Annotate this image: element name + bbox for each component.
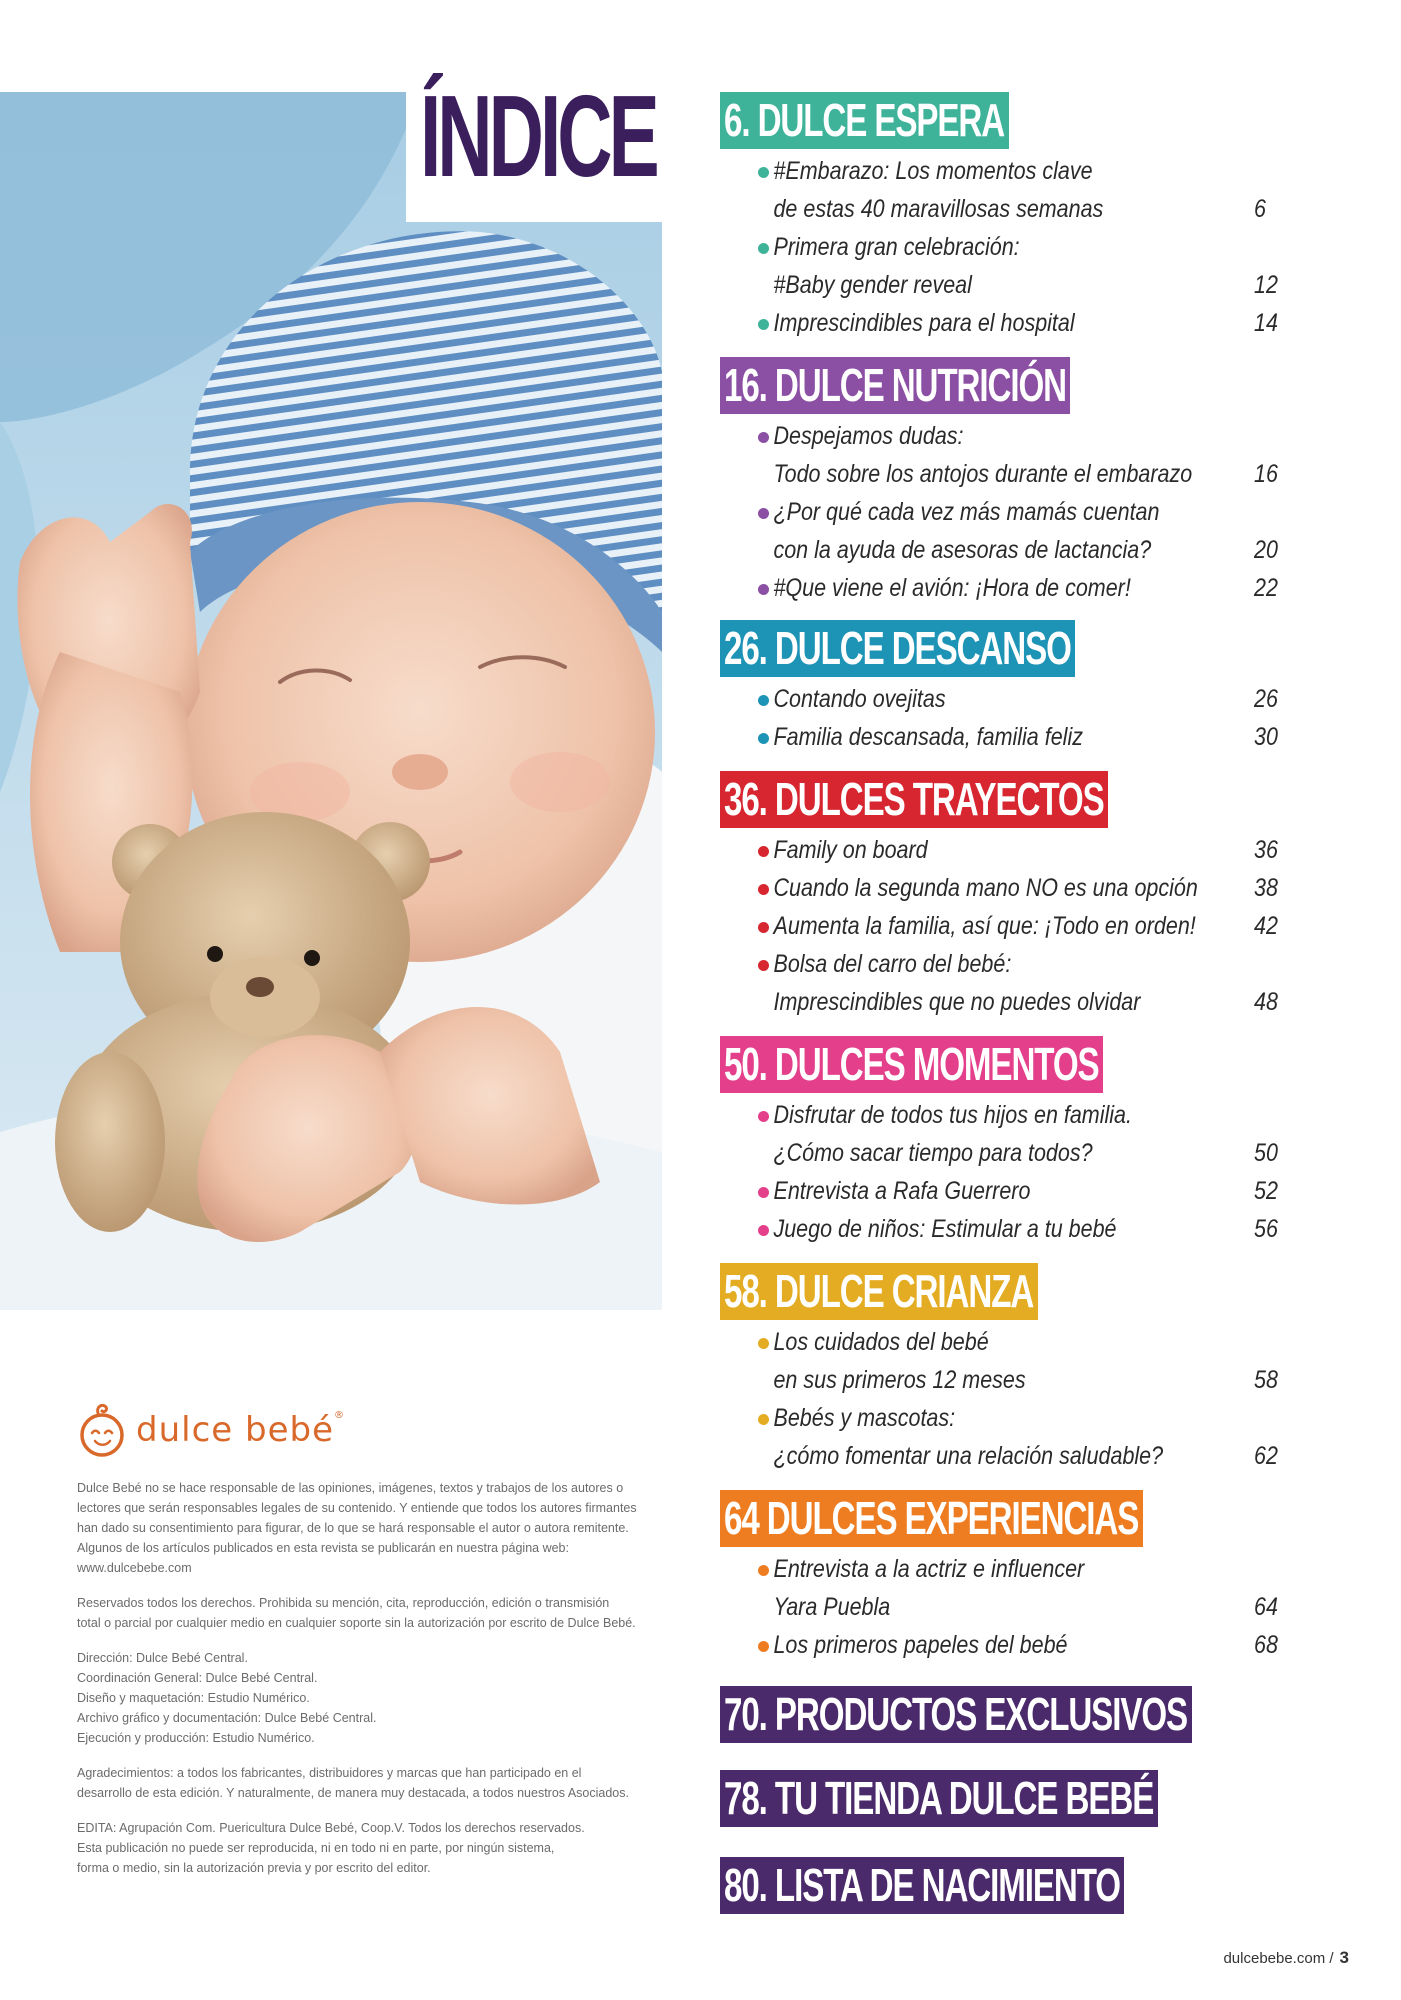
toc-entry[interactable]	[758, 493, 1278, 569]
legal-line: EDITA: Agrupación Com. Puericultura Dulce Bebé, Coop.V. Todos los derechos reservados.	[77, 1821, 585, 1835]
legal-line: desarrollo de esta edición. Y naturalmente, de manera muy destacada, a todos nuestros Asociados.	[77, 1786, 629, 1800]
toc-page-number: 38	[1254, 874, 1278, 902]
legal-line: Reservados todos los derechos. Prohibida su mención, cita, reproducción, edición o transmisión	[77, 1596, 610, 1610]
toc-entry[interactable]	[758, 945, 1278, 1021]
toc-entry-line: ¿Por qué cada vez más mamás cuentan	[773, 498, 1160, 526]
brand-name: dulce bebé®	[136, 1410, 345, 1450]
section-header-dulce-descanso[interactable]	[720, 620, 1075, 677]
section-header-tu-tienda[interactable]	[720, 1770, 1158, 1827]
toc-entry-line: Family on board	[773, 836, 928, 864]
toc-entry[interactable]	[758, 304, 1278, 342]
section-title: 6. DULCE ESPERA	[724, 94, 1005, 146]
toc-entry-line: Contando ovejitas	[773, 685, 946, 713]
toc-page-number: 48	[1254, 988, 1278, 1016]
toc-page-number: 36	[1254, 836, 1278, 864]
page-footer	[1223, 1948, 1349, 1968]
legal-line: Dirección: Dulce Bebé Central.	[77, 1651, 248, 1665]
toc-page-number: 64	[1254, 1593, 1278, 1621]
legal-line: Diseño y maquetación: Estudio Numérico.	[77, 1691, 310, 1705]
legal-line: Algunos de los artículos publicados en esta revista se publicarán en nuestra página web:	[77, 1541, 569, 1555]
section-title: 16. DULCE NUTRICIÓN	[724, 359, 1066, 411]
legal-paragraph	[77, 1818, 637, 1878]
toc-entry-line: #Baby gender reveal	[773, 271, 972, 299]
brand-logo	[76, 1398, 345, 1462]
toc-entry[interactable]	[758, 1399, 1278, 1475]
baby-face-icon	[76, 1401, 130, 1459]
toc-entry-line: en sus primeros 12 meses	[773, 1366, 1026, 1394]
toc-entry-line: Disfrutar de todos tus hijos en familia.	[773, 1101, 1132, 1129]
toc-page-number: 6	[1254, 195, 1266, 223]
section-title: 26. DULCE DESCANSO	[724, 622, 1071, 674]
page-number: 3	[1339, 1948, 1349, 1967]
toc-entry-line: Bolsa del carro del bebé:	[773, 950, 1012, 978]
toc-entry[interactable]	[758, 152, 1278, 228]
legal-paragraph	[77, 1648, 637, 1748]
legal-paragraph	[77, 1763, 637, 1803]
section-header-productos-exclusivos[interactable]	[720, 1686, 1192, 1743]
toc-entry-line: Imprescindibles que no puedes olvidar	[773, 988, 1141, 1016]
toc-page-number: 20	[1254, 536, 1278, 564]
legal-line: lectores que serán responsables legales de su contenido. Y entiende que todos los autores firmantes	[77, 1501, 637, 1515]
toc-entry-line: #Embarazo: Los momentos clave	[773, 157, 1093, 185]
toc-page-number: 26	[1254, 685, 1278, 713]
toc-entry-line: Juego de niños: Estimular a tu bebé	[773, 1215, 1117, 1243]
toc-entry[interactable]	[758, 569, 1278, 607]
toc-page-number: 16	[1254, 460, 1278, 488]
toc-entry[interactable]	[758, 1172, 1278, 1210]
toc-entry-line: Aumenta la familia, así que: ¡Todo en orden!	[773, 912, 1196, 940]
toc-entry[interactable]	[758, 718, 1278, 756]
toc-page-number: 56	[1254, 1215, 1278, 1243]
sleeping-baby-illustration	[0, 92, 662, 1310]
toc-entry-line: Imprescindibles para el hospital	[773, 309, 1075, 337]
section-title: 50. DULCES MOMENTOS	[724, 1038, 1099, 1090]
toc-entry-line: Entrevista a la actriz e influencer	[773, 1555, 1085, 1583]
section-title: 78. TU TIENDA DULCE BEBÉ	[724, 1772, 1154, 1824]
legal-line: han dado su consentimiento para figurar, de lo que se hará responsable el autor o autora remitente.	[77, 1521, 629, 1535]
section-header-dulces-experiencias[interactable]	[720, 1490, 1143, 1547]
toc-entry[interactable]	[758, 1550, 1278, 1626]
legal-line: Ejecución y producción: Estudio Numérico.	[77, 1731, 315, 1745]
toc-entry[interactable]	[758, 228, 1278, 304]
section-title: 36. DULCES TRAYECTOS	[724, 773, 1104, 825]
toc-entry[interactable]	[758, 907, 1278, 945]
toc-page-number: 52	[1254, 1177, 1278, 1205]
legal-paragraph	[77, 1593, 637, 1633]
toc-entry[interactable]	[758, 1096, 1278, 1172]
section-header-dulce-espera[interactable]	[720, 92, 1009, 149]
toc-entry[interactable]	[758, 680, 1278, 718]
toc-entry-line: Familia descansada, familia feliz	[773, 723, 1083, 751]
footer-site: dulcebebe.com /	[1223, 1950, 1334, 1967]
section-header-dulce-crianza[interactable]	[720, 1263, 1038, 1320]
legal-line: Agradecimientos: a todos los fabricantes, distribuidores y marcas que han participado en el	[77, 1766, 582, 1780]
toc-page-number: 22	[1254, 574, 1278, 602]
toc-entry-line: Los primeros papeles del bebé	[773, 1631, 1068, 1659]
section-header-dulces-momentos[interactable]	[720, 1036, 1103, 1093]
legal-paragraph	[77, 1478, 637, 1578]
toc-page-number: 58	[1254, 1366, 1278, 1394]
legal-line: forma o medio, sin la autorización previa y por escrito del editor.	[77, 1861, 431, 1875]
toc-page-number: 62	[1254, 1442, 1278, 1470]
toc-entry[interactable]	[758, 869, 1278, 907]
section-header-dulces-trayectos[interactable]	[720, 771, 1108, 828]
toc-page-number: 12	[1254, 271, 1278, 299]
toc-page-number: 30	[1254, 723, 1278, 751]
legal-line: total o parcial por cualquier medio en cualquier soporte sin la autorización por escrito de Dulce Bebé.	[77, 1616, 636, 1630]
toc-entry-line: Despejamos dudas:	[773, 422, 964, 450]
toc-entry[interactable]	[758, 417, 1278, 493]
toc-entry[interactable]	[758, 1210, 1278, 1248]
toc-entry-line: con la ayuda de asesoras de lactancia?	[773, 536, 1152, 564]
toc-entry-line: Cuando la segunda mano NO es una opción	[773, 874, 1198, 902]
legal-line: Esta publicación no puede ser reproducida, ni en todo ni en parte, por ningún sistema,	[77, 1841, 555, 1855]
toc-entry[interactable]	[758, 831, 1278, 869]
toc-entry-line: Bebés y mascotas:	[773, 1404, 956, 1432]
toc-entry[interactable]	[758, 1626, 1278, 1664]
section-title: 80. LISTA DE NACIMIENTO	[724, 1859, 1120, 1911]
toc-entry-line: Todo sobre los antojos durante el embarazo	[773, 460, 1193, 488]
toc-entry-line: Primera gran celebración:	[773, 233, 1020, 261]
cover-photo	[0, 92, 662, 1310]
toc-entry-line: Yara Puebla	[773, 1593, 891, 1621]
page-title: ÍNDICE	[420, 71, 656, 201]
toc-entry-line: Entrevista a Rafa Guerrero	[773, 1177, 1031, 1205]
toc-page-number: 14	[1254, 309, 1278, 337]
toc-entry-line: Los cuidados del bebé	[773, 1328, 989, 1356]
section-title: 64 DULCES EXPERIENCIAS	[724, 1492, 1139, 1544]
legal-line: Archivo gráfico y documentación: Dulce Bebé Central.	[77, 1711, 377, 1725]
section-title: 70. PRODUCTOS EXCLUSIVOS	[724, 1688, 1188, 1740]
toc-entry-line: #Que viene el avión: ¡Hora de comer!	[773, 574, 1131, 602]
section-title: 58. DULCE CRIANZA	[724, 1265, 1034, 1317]
legal-line: Dulce Bebé no se hace responsable de las opiniones, imágenes, textos y trabajos de los autores o	[77, 1481, 624, 1495]
legal-notice	[77, 1478, 637, 1893]
toc-entry-line: de estas 40 maravillosas semanas	[773, 195, 1104, 223]
legal-line: www.dulcebebe.com	[77, 1561, 192, 1575]
toc-entry[interactable]	[758, 1323, 1278, 1399]
section-header-lista-nacimiento[interactable]	[720, 1857, 1124, 1914]
section-header-dulce-nutricion[interactable]	[720, 357, 1070, 414]
legal-line: Coordinación General: Dulce Bebé Central.	[77, 1671, 318, 1685]
toc-entry-line: ¿Cómo sacar tiempo para todos?	[773, 1139, 1093, 1167]
toc-page-number: 68	[1254, 1631, 1278, 1659]
toc-page-number: 42	[1254, 912, 1278, 940]
toc-entry-line: ¿cómo fomentar una relación saludable?	[773, 1442, 1164, 1470]
toc-page-number: 50	[1254, 1139, 1278, 1167]
